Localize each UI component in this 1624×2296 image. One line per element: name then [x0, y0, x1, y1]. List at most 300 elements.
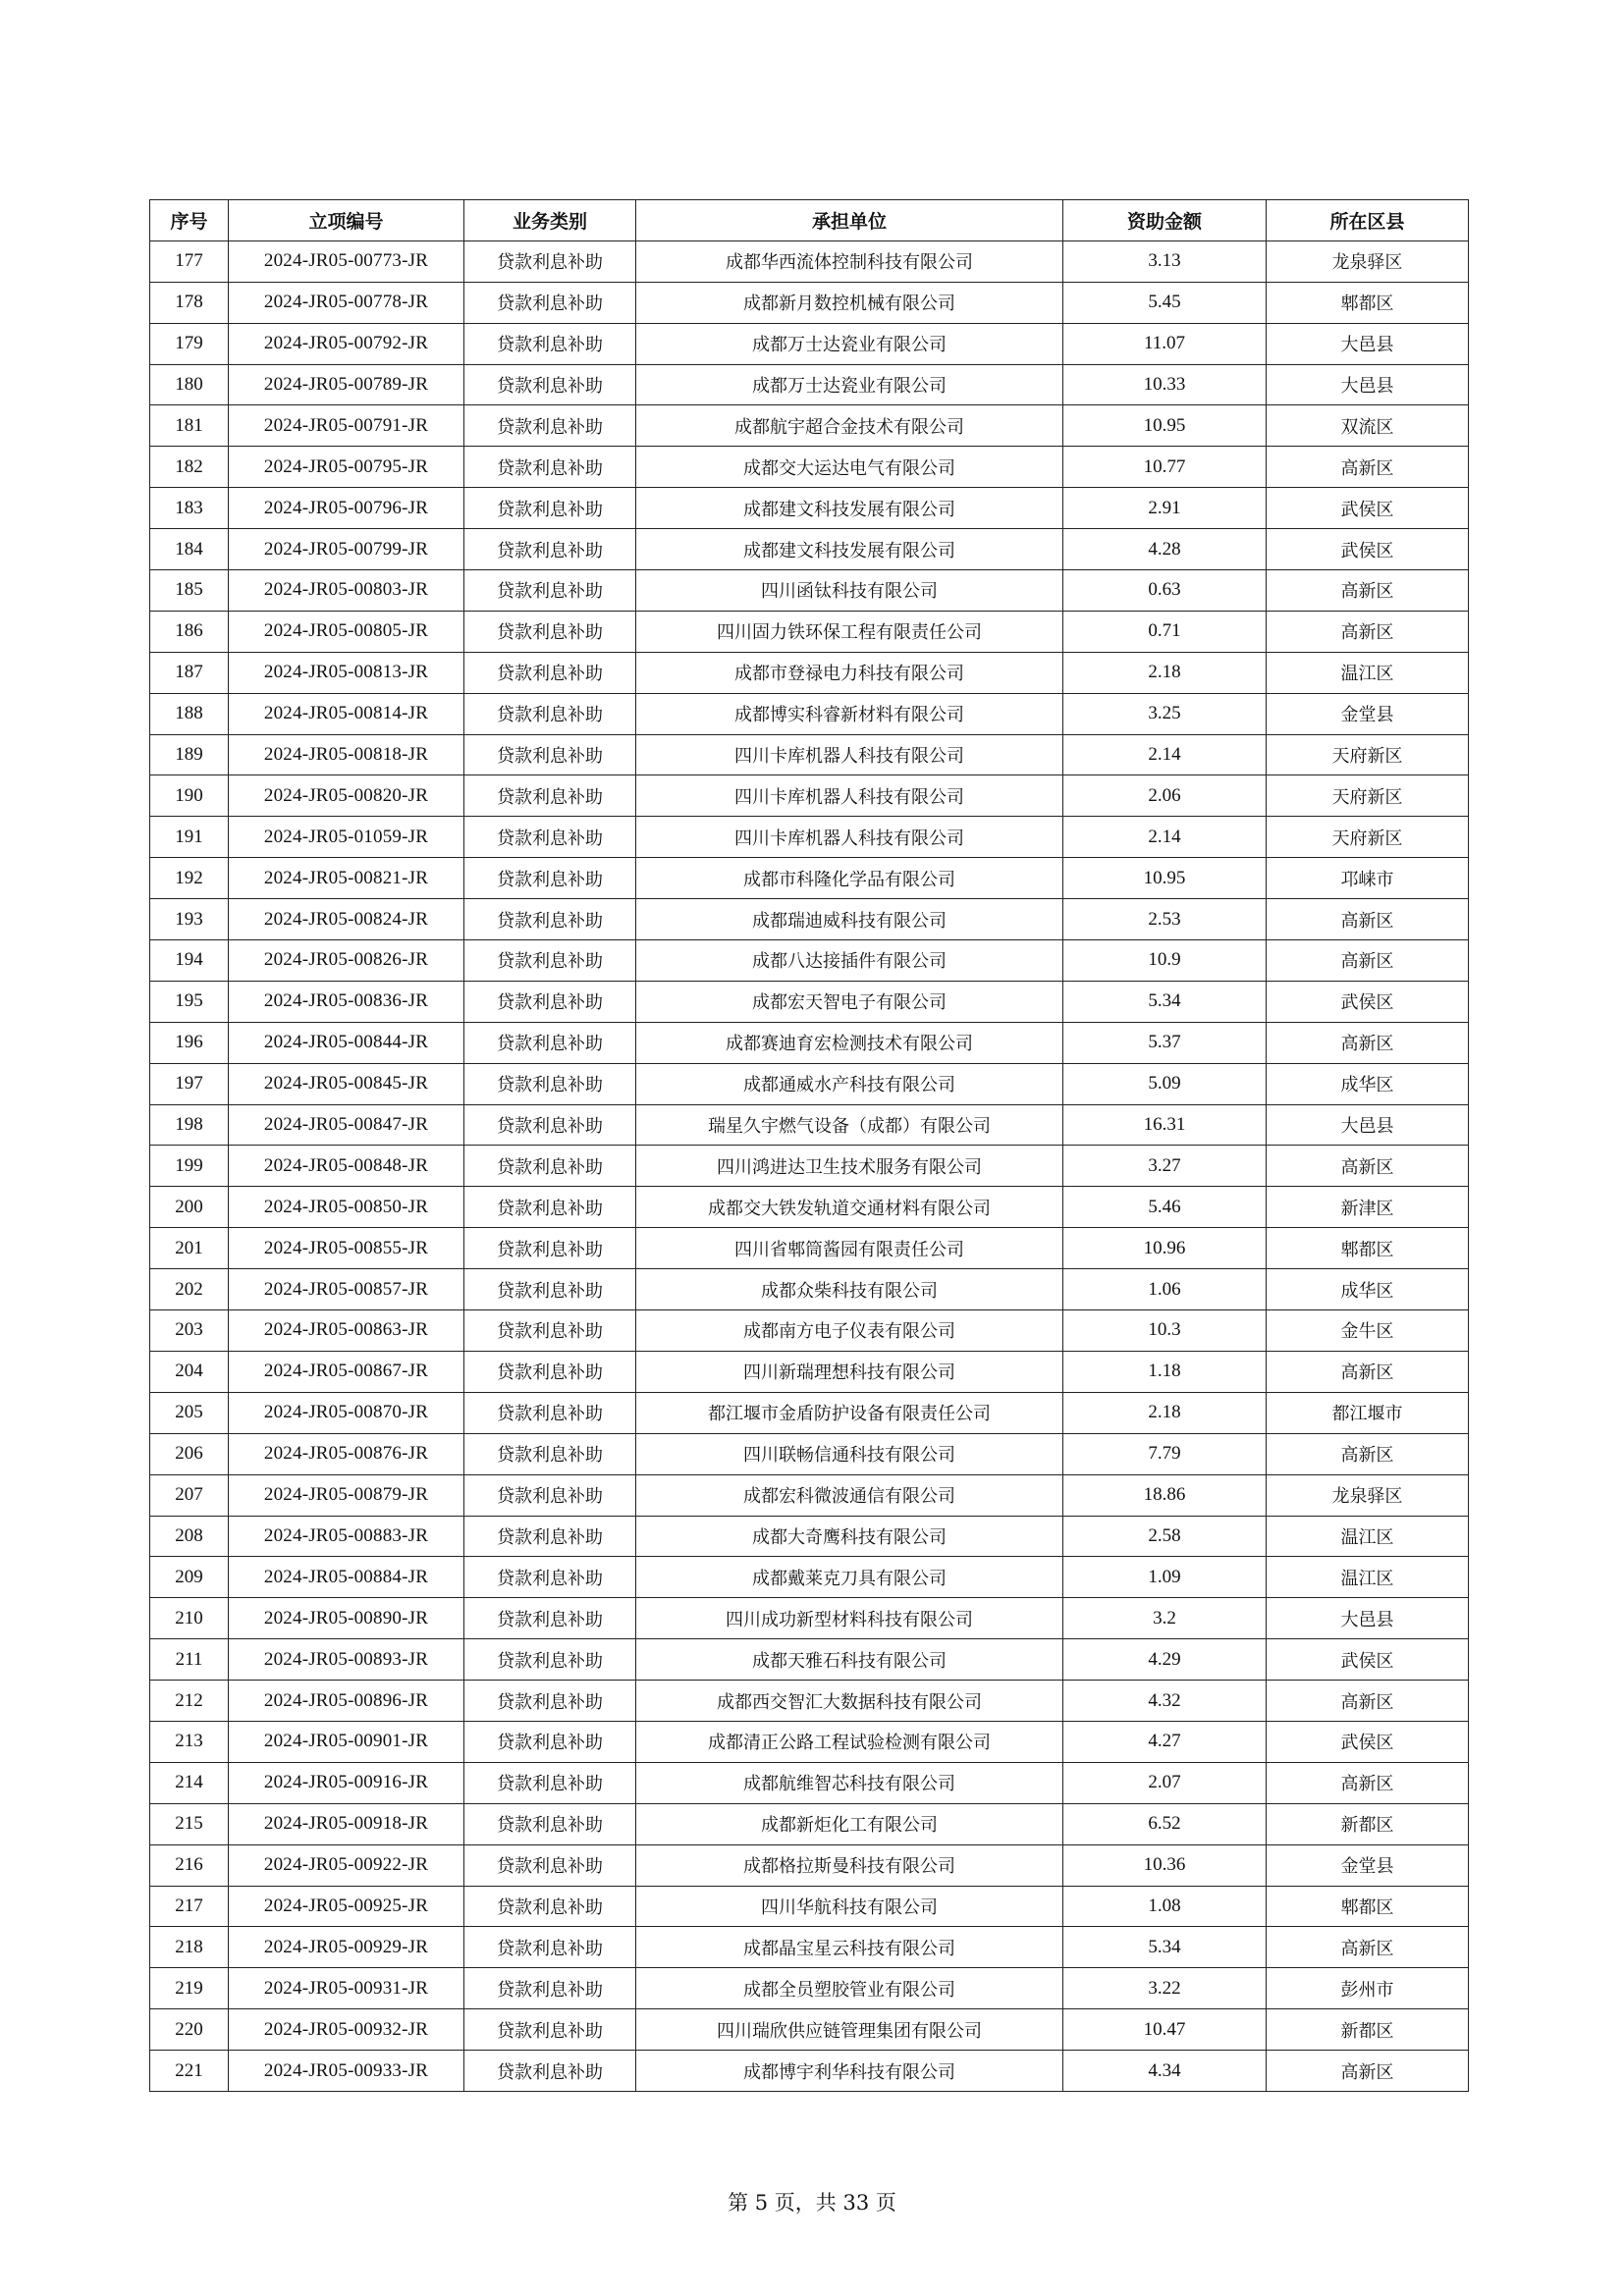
serial-cell: 209: [150, 1557, 229, 1598]
business-type-cell: 贷款利息补助: [464, 1146, 636, 1187]
serial-cell: 203: [150, 1310, 229, 1352]
serial-cell: 201: [150, 1228, 229, 1269]
amount-cell: 1.09: [1063, 1557, 1267, 1598]
business-type-cell: 贷款利息补助: [464, 1803, 636, 1844]
business-type-cell: 贷款利息补助: [464, 1187, 636, 1228]
table-row: [150, 1762, 1469, 1803]
company-cell: 成都通威水产科技有限公司: [636, 1063, 1063, 1104]
serial-cell: 191: [150, 817, 229, 858]
amount-cell: 16.31: [1063, 1104, 1267, 1146]
serial-cell: 212: [150, 1681, 229, 1722]
serial-cell: 220: [150, 2009, 229, 2051]
amount-cell: 10.96: [1063, 1228, 1267, 1269]
serial-cell: 208: [150, 1516, 229, 1557]
company-cell: 四川固力铁环保工程有限责任公司: [636, 611, 1063, 652]
serial-cell: 217: [150, 1886, 229, 1927]
business-type-cell: 贷款利息补助: [464, 734, 636, 775]
amount-cell: 10.33: [1063, 364, 1267, 405]
district-cell: 都江堰市: [1267, 1392, 1469, 1433]
district-cell: 高新区: [1267, 1351, 1469, 1392]
business-type-cell: 贷款利息补助: [464, 1844, 636, 1886]
serial-cell: 215: [150, 1803, 229, 1844]
district-cell: 高新区: [1267, 1433, 1469, 1474]
district-cell: 高新区: [1267, 899, 1469, 940]
serial-cell: 207: [150, 1474, 229, 1516]
amount-cell: 7.79: [1063, 1433, 1267, 1474]
table-row: [150, 1104, 1469, 1146]
district-cell: 高新区: [1267, 570, 1469, 612]
district-cell: 金堂县: [1267, 693, 1469, 734]
table-row: [150, 1886, 1469, 1927]
district-cell: 武侯区: [1267, 488, 1469, 529]
table-row: [150, 240, 1469, 282]
business-type-cell: 贷款利息补助: [464, 1269, 636, 1310]
project-code-cell: 2024-JR05-00922-JR: [229, 1844, 464, 1886]
serial-cell: 180: [150, 364, 229, 405]
project-code-cell: 2024-JR05-00925-JR: [229, 1886, 464, 1927]
funding-table: [149, 199, 1469, 2092]
business-type-cell: 贷款利息补助: [464, 529, 636, 570]
table-row: [150, 282, 1469, 323]
district-cell: 邛崃市: [1267, 858, 1469, 899]
project-code-cell: 2024-JR05-00893-JR: [229, 1639, 464, 1681]
table-row: [150, 1146, 1469, 1187]
district-cell: 高新区: [1267, 611, 1469, 652]
district-cell: 大邑县: [1267, 1598, 1469, 1639]
table-row: [150, 1516, 1469, 1557]
business-type-cell: 贷款利息补助: [464, 1516, 636, 1557]
district-cell: 新津区: [1267, 1187, 1469, 1228]
project-code-cell: 2024-JR05-00818-JR: [229, 734, 464, 775]
business-type-cell: 贷款利息补助: [464, 1968, 636, 2009]
project-code-cell: 2024-JR05-00863-JR: [229, 1310, 464, 1352]
header-project-code: 立项编号: [229, 200, 464, 241]
district-cell: 温江区: [1267, 1516, 1469, 1557]
company-cell: 四川联畅信通科技有限公司: [636, 1433, 1063, 1474]
serial-cell: 197: [150, 1063, 229, 1104]
amount-cell: 3.22: [1063, 1968, 1267, 2009]
project-code-cell: 2024-JR05-00805-JR: [229, 611, 464, 652]
company-cell: 四川瑞欣供应链管理集团有限公司: [636, 2009, 1063, 2051]
project-code-cell: 2024-JR05-00855-JR: [229, 1228, 464, 1269]
header-business-type: 业务类别: [464, 200, 636, 241]
amount-cell: 10.36: [1063, 1844, 1267, 1886]
amount-cell: 5.37: [1063, 1022, 1267, 1063]
district-cell: 大邑县: [1267, 364, 1469, 405]
business-type-cell: 贷款利息补助: [464, 1022, 636, 1063]
company-cell: 成都赛迪育宏检测技术有限公司: [636, 1022, 1063, 1063]
district-cell: 温江区: [1267, 1557, 1469, 1598]
amount-cell: 1.18: [1063, 1351, 1267, 1392]
business-type-cell: 贷款利息补助: [464, 323, 636, 364]
table-row: [150, 1968, 1469, 2009]
table-row: [150, 2009, 1469, 2051]
table-row: [150, 1228, 1469, 1269]
company-cell: 四川卡库机器人科技有限公司: [636, 817, 1063, 858]
amount-cell: 5.45: [1063, 282, 1267, 323]
business-type-cell: 贷款利息补助: [464, 570, 636, 612]
district-cell: 高新区: [1267, 2051, 1469, 2092]
serial-cell: 198: [150, 1104, 229, 1146]
project-code-cell: 2024-JR05-00821-JR: [229, 858, 464, 899]
company-cell: 成都交大运达电气有限公司: [636, 447, 1063, 488]
amount-cell: 10.9: [1063, 940, 1267, 982]
serial-cell: 183: [150, 488, 229, 529]
table-row: [150, 488, 1469, 529]
business-type-cell: 贷款利息补助: [464, 1886, 636, 1927]
company-cell: 成都博实科睿新材料有限公司: [636, 693, 1063, 734]
project-code-cell: 2024-JR05-00813-JR: [229, 652, 464, 693]
table-row: [150, 611, 1469, 652]
amount-cell: 0.63: [1063, 570, 1267, 612]
project-code-cell: 2024-JR05-00778-JR: [229, 282, 464, 323]
project-code-cell: 2024-JR05-00814-JR: [229, 693, 464, 734]
company-cell: 成都万士达瓷业有限公司: [636, 364, 1063, 405]
district-cell: 武侯区: [1267, 529, 1469, 570]
amount-cell: 4.27: [1063, 1721, 1267, 1762]
project-code-cell: 2024-JR05-00850-JR: [229, 1187, 464, 1228]
amount-cell: 5.34: [1063, 981, 1267, 1022]
table-row: [150, 1557, 1469, 1598]
district-cell: 彭州市: [1267, 1968, 1469, 2009]
project-code-cell: 2024-JR05-00848-JR: [229, 1146, 464, 1187]
company-cell: 成都瑞迪威科技有限公司: [636, 899, 1063, 940]
business-type-cell: 贷款利息补助: [464, 1392, 636, 1433]
amount-cell: 4.34: [1063, 2051, 1267, 2092]
company-cell: 四川卡库机器人科技有限公司: [636, 775, 1063, 817]
serial-cell: 178: [150, 282, 229, 323]
district-cell: 武侯区: [1267, 1639, 1469, 1681]
company-cell: 成都众柴科技有限公司: [636, 1269, 1063, 1310]
project-code-cell: 2024-JR05-00773-JR: [229, 240, 464, 282]
district-cell: 郫都区: [1267, 1886, 1469, 1927]
serial-cell: 214: [150, 1762, 229, 1803]
district-cell: 武侯区: [1267, 1721, 1469, 1762]
business-type-cell: 贷款利息补助: [464, 1927, 636, 1968]
table-row: [150, 570, 1469, 612]
district-cell: 高新区: [1267, 1762, 1469, 1803]
serial-cell: 211: [150, 1639, 229, 1681]
district-cell: 大邑县: [1267, 1104, 1469, 1146]
project-code-cell: 2024-JR05-00826-JR: [229, 940, 464, 982]
serial-cell: 185: [150, 570, 229, 612]
serial-cell: 182: [150, 447, 229, 488]
table-row: [150, 981, 1469, 1022]
project-code-cell: 2024-JR05-00791-JR: [229, 405, 464, 447]
company-cell: 成都航维智芯科技有限公司: [636, 1762, 1063, 1803]
serial-cell: 186: [150, 611, 229, 652]
project-code-cell: 2024-JR05-00883-JR: [229, 1516, 464, 1557]
project-code-cell: 2024-JR05-00824-JR: [229, 899, 464, 940]
company-cell: 成都建文科技发展有限公司: [636, 488, 1063, 529]
project-code-cell: 2024-JR05-00932-JR: [229, 2009, 464, 2051]
company-cell: 成都八达接插件有限公司: [636, 940, 1063, 982]
business-type-cell: 贷款利息补助: [464, 981, 636, 1022]
business-type-cell: 贷款利息补助: [464, 1639, 636, 1681]
table-row: [150, 1681, 1469, 1722]
table-row: [150, 1803, 1469, 1844]
business-type-cell: 贷款利息补助: [464, 1351, 636, 1392]
table-row: [150, 1639, 1469, 1681]
business-type-cell: 贷款利息补助: [464, 775, 636, 817]
amount-cell: 3.27: [1063, 1146, 1267, 1187]
company-cell: 成都西交智汇大数据科技有限公司: [636, 1681, 1063, 1722]
header-serial: 序号: [150, 200, 229, 241]
header-district: 所在区县: [1267, 200, 1469, 241]
serial-cell: 200: [150, 1187, 229, 1228]
business-type-cell: 贷款利息补助: [464, 817, 636, 858]
district-cell: 成华区: [1267, 1269, 1469, 1310]
company-cell: 四川新瑞理想科技有限公司: [636, 1351, 1063, 1392]
amount-cell: 10.95: [1063, 405, 1267, 447]
header-amount: 资助金额: [1063, 200, 1267, 241]
district-cell: 高新区: [1267, 1146, 1469, 1187]
district-cell: 郫都区: [1267, 282, 1469, 323]
business-type-cell: 贷款利息补助: [464, 899, 636, 940]
amount-cell: 10.95: [1063, 858, 1267, 899]
district-cell: 天府新区: [1267, 775, 1469, 817]
table-row: [150, 1392, 1469, 1433]
company-cell: 成都新月数控机械有限公司: [636, 282, 1063, 323]
business-type-cell: 贷款利息补助: [464, 2051, 636, 2092]
project-code-cell: 2024-JR05-01059-JR: [229, 817, 464, 858]
company-cell: 成都南方电子仪表有限公司: [636, 1310, 1063, 1352]
serial-cell: 184: [150, 529, 229, 570]
project-code-cell: 2024-JR05-00796-JR: [229, 488, 464, 529]
serial-cell: 192: [150, 858, 229, 899]
table-row: [150, 405, 1469, 447]
business-type-cell: 贷款利息补助: [464, 282, 636, 323]
district-cell: 武侯区: [1267, 981, 1469, 1022]
company-cell: 四川成功新型材料科技有限公司: [636, 1598, 1063, 1639]
serial-cell: 210: [150, 1598, 229, 1639]
project-code-cell: 2024-JR05-00795-JR: [229, 447, 464, 488]
table-row: [150, 1310, 1469, 1352]
table-row: [150, 1474, 1469, 1516]
table-row: [150, 652, 1469, 693]
serial-cell: 202: [150, 1269, 229, 1310]
company-cell: 四川卡库机器人科技有限公司: [636, 734, 1063, 775]
serial-cell: 205: [150, 1392, 229, 1433]
district-cell: 高新区: [1267, 940, 1469, 982]
amount-cell: 18.86: [1063, 1474, 1267, 1516]
table-row: [150, 1022, 1469, 1063]
district-cell: 龙泉驿区: [1267, 240, 1469, 282]
amount-cell: 6.52: [1063, 1803, 1267, 1844]
table-row: [150, 1598, 1469, 1639]
amount-cell: 4.29: [1063, 1639, 1267, 1681]
serial-cell: 199: [150, 1146, 229, 1187]
business-type-cell: 贷款利息补助: [464, 1063, 636, 1104]
amount-cell: 5.09: [1063, 1063, 1267, 1104]
amount-cell: 4.32: [1063, 1681, 1267, 1722]
project-code-cell: 2024-JR05-00929-JR: [229, 1927, 464, 1968]
project-code-cell: 2024-JR05-00857-JR: [229, 1269, 464, 1310]
table-row: [150, 447, 1469, 488]
page-number: 第 5 页，共 33 页: [728, 2191, 896, 2215]
table-row: [150, 529, 1469, 570]
district-cell: 新都区: [1267, 1803, 1469, 1844]
business-type-cell: 贷款利息补助: [464, 2009, 636, 2051]
amount-cell: 2.07: [1063, 1762, 1267, 1803]
company-cell: 成都市科隆化学品有限公司: [636, 858, 1063, 899]
project-code-cell: 2024-JR05-00876-JR: [229, 1433, 464, 1474]
company-cell: 成都建文科技发展有限公司: [636, 529, 1063, 570]
serial-cell: 219: [150, 1968, 229, 2009]
business-type-cell: 贷款利息补助: [464, 940, 636, 982]
project-code-cell: 2024-JR05-00799-JR: [229, 529, 464, 570]
project-code-cell: 2024-JR05-00896-JR: [229, 1681, 464, 1722]
table-row: [150, 899, 1469, 940]
company-cell: 四川省郫筒酱园有限责任公司: [636, 1228, 1063, 1269]
amount-cell: 0.71: [1063, 611, 1267, 652]
amount-cell: 2.06: [1063, 775, 1267, 817]
table-row: [150, 775, 1469, 817]
district-cell: 天府新区: [1267, 817, 1469, 858]
table-row: [150, 1721, 1469, 1762]
serial-cell: 189: [150, 734, 229, 775]
project-code-cell: 2024-JR05-00867-JR: [229, 1351, 464, 1392]
header-company: 承担单位: [636, 200, 1063, 241]
business-type-cell: 贷款利息补助: [464, 364, 636, 405]
serial-cell: 188: [150, 693, 229, 734]
district-cell: 双流区: [1267, 405, 1469, 447]
business-type-cell: 贷款利息补助: [464, 858, 636, 899]
company-cell: 成都晶宝星云科技有限公司: [636, 1927, 1063, 1968]
company-cell: 成都华西流体控制科技有限公司: [636, 240, 1063, 282]
table-row: [150, 1844, 1469, 1886]
serial-cell: 213: [150, 1721, 229, 1762]
company-cell: 成都宏科微波通信有限公司: [636, 1474, 1063, 1516]
district-cell: 高新区: [1267, 447, 1469, 488]
project-code-cell: 2024-JR05-00844-JR: [229, 1022, 464, 1063]
project-code-cell: 2024-JR05-00918-JR: [229, 1803, 464, 1844]
serial-cell: 195: [150, 981, 229, 1022]
district-cell: 高新区: [1267, 1927, 1469, 1968]
district-cell: 成华区: [1267, 1063, 1469, 1104]
amount-cell: 2.18: [1063, 1392, 1267, 1433]
amount-cell: 2.14: [1063, 817, 1267, 858]
table-row: [150, 858, 1469, 899]
table-body: [150, 240, 1469, 2091]
serial-cell: 177: [150, 240, 229, 282]
district-cell: 金牛区: [1267, 1310, 1469, 1352]
amount-cell: 2.14: [1063, 734, 1267, 775]
project-code-cell: 2024-JR05-00916-JR: [229, 1762, 464, 1803]
amount-cell: 2.18: [1063, 652, 1267, 693]
amount-cell: 1.08: [1063, 1886, 1267, 1927]
table-row: [150, 734, 1469, 775]
table-header-row: [150, 200, 1469, 241]
business-type-cell: 贷款利息补助: [464, 240, 636, 282]
company-cell: 成都交大铁发轨道交通材料有限公司: [636, 1187, 1063, 1228]
serial-cell: 193: [150, 899, 229, 940]
serial-cell: 221: [150, 2051, 229, 2092]
business-type-cell: 贷款利息补助: [464, 693, 636, 734]
table-row: [150, 1269, 1469, 1310]
serial-cell: 196: [150, 1022, 229, 1063]
company-cell: 成都新炬化工有限公司: [636, 1803, 1063, 1844]
company-cell: 成都格拉斯曼科技有限公司: [636, 1844, 1063, 1886]
business-type-cell: 贷款利息补助: [464, 1557, 636, 1598]
project-code-cell: 2024-JR05-00789-JR: [229, 364, 464, 405]
company-cell: 成都航宇超合金技术有限公司: [636, 405, 1063, 447]
business-type-cell: 贷款利息补助: [464, 652, 636, 693]
district-cell: 高新区: [1267, 1681, 1469, 1722]
business-type-cell: 贷款利息补助: [464, 1721, 636, 1762]
business-type-cell: 贷款利息补助: [464, 447, 636, 488]
district-cell: 温江区: [1267, 652, 1469, 693]
amount-cell: 3.25: [1063, 693, 1267, 734]
business-type-cell: 贷款利息补助: [464, 1310, 636, 1352]
district-cell: 新都区: [1267, 2009, 1469, 2051]
amount-cell: 10.47: [1063, 2009, 1267, 2051]
project-code-cell: 2024-JR05-00870-JR: [229, 1392, 464, 1433]
table-row: [150, 1351, 1469, 1392]
business-type-cell: 贷款利息补助: [464, 1228, 636, 1269]
table-row: [150, 1433, 1469, 1474]
company-cell: 成都万士达瓷业有限公司: [636, 323, 1063, 364]
table-row: [150, 1063, 1469, 1104]
business-type-cell: 贷款利息补助: [464, 1598, 636, 1639]
company-cell: 成都戴莱克刀具有限公司: [636, 1557, 1063, 1598]
project-code-cell: 2024-JR05-00847-JR: [229, 1104, 464, 1146]
business-type-cell: 贷款利息补助: [464, 1474, 636, 1516]
district-cell: 龙泉驿区: [1267, 1474, 1469, 1516]
serial-cell: 194: [150, 940, 229, 982]
district-cell: 郫都区: [1267, 1228, 1469, 1269]
amount-cell: 10.77: [1063, 447, 1267, 488]
table-row: [150, 1187, 1469, 1228]
serial-cell: 179: [150, 323, 229, 364]
district-cell: 天府新区: [1267, 734, 1469, 775]
business-type-cell: 贷款利息补助: [464, 1433, 636, 1474]
company-cell: 成都宏天智电子有限公司: [636, 981, 1063, 1022]
company-cell: 成都全员塑胶管业有限公司: [636, 1968, 1063, 2009]
business-type-cell: 贷款利息补助: [464, 1681, 636, 1722]
amount-cell: 10.3: [1063, 1310, 1267, 1352]
company-cell: 四川函钛科技有限公司: [636, 570, 1063, 612]
project-code-cell: 2024-JR05-00792-JR: [229, 323, 464, 364]
serial-cell: 204: [150, 1351, 229, 1392]
table-row: [150, 2051, 1469, 2092]
table-row: [150, 817, 1469, 858]
project-code-cell: 2024-JR05-00890-JR: [229, 1598, 464, 1639]
table-row: [150, 1927, 1469, 1968]
project-code-cell: 2024-JR05-00884-JR: [229, 1557, 464, 1598]
amount-cell: 3.2: [1063, 1598, 1267, 1639]
project-code-cell: 2024-JR05-00931-JR: [229, 1968, 464, 2009]
business-type-cell: 贷款利息补助: [464, 611, 636, 652]
company-cell: 四川鸿进达卫生技术服务有限公司: [636, 1146, 1063, 1187]
company-cell: 成都大奇鹰科技有限公司: [636, 1516, 1063, 1557]
amount-cell: 3.13: [1063, 240, 1267, 282]
company-cell: 成都清正公路工程试验检测有限公司: [636, 1721, 1063, 1762]
serial-cell: 216: [150, 1844, 229, 1886]
amount-cell: 5.34: [1063, 1927, 1267, 1968]
serial-cell: 218: [150, 1927, 229, 1968]
table-row: [150, 693, 1469, 734]
table-row: [150, 364, 1469, 405]
amount-cell: 2.53: [1063, 899, 1267, 940]
amount-cell: 5.46: [1063, 1187, 1267, 1228]
project-code-cell: 2024-JR05-00901-JR: [229, 1721, 464, 1762]
amount-cell: 2.58: [1063, 1516, 1267, 1557]
business-type-cell: 贷款利息补助: [464, 405, 636, 447]
business-type-cell: 贷款利息补助: [464, 488, 636, 529]
serial-cell: 206: [150, 1433, 229, 1474]
table-row: [150, 323, 1469, 364]
